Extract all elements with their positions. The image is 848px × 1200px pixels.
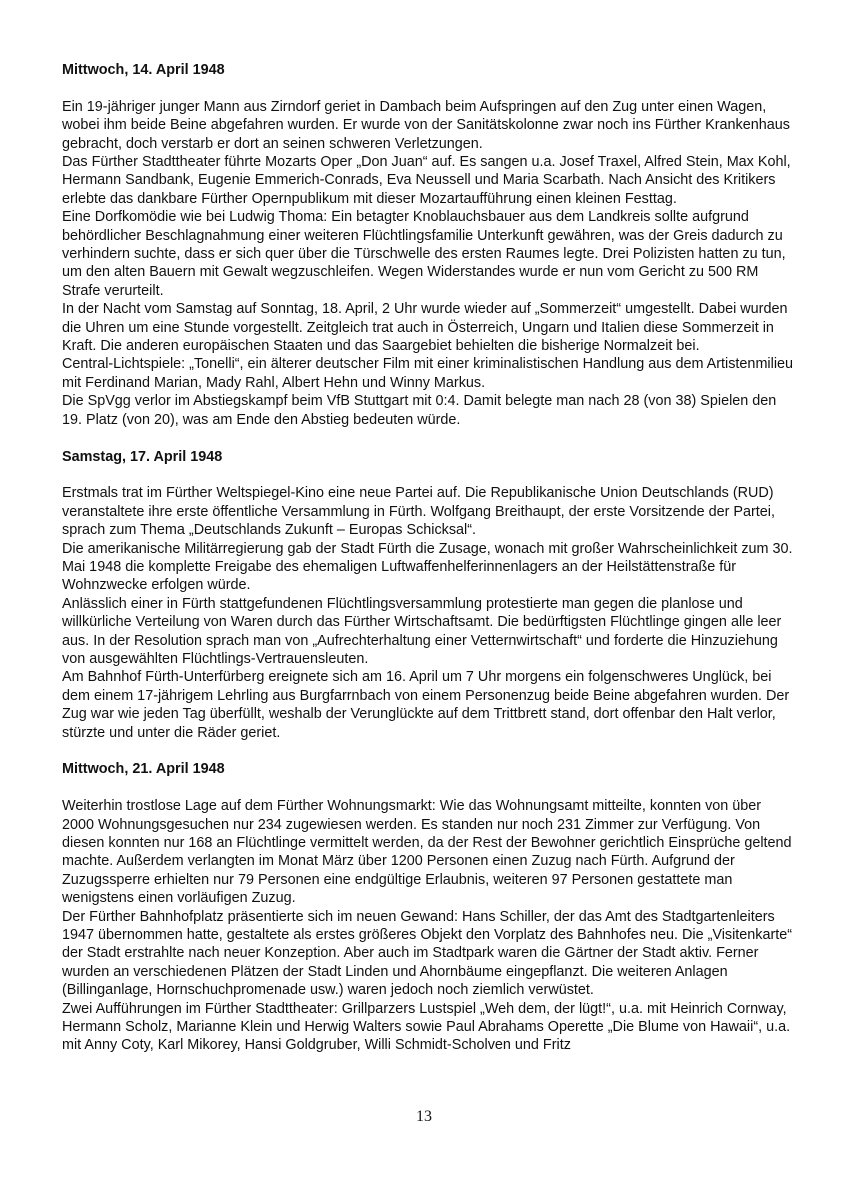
paragraph: Eine Dorfkomödie wie bei Ludwig Thoma: Ein betagter Knoblauchsbauer aus dem Landkreis sollte aufgrund behördlicher Beschlagnahmung einer weiteren Flüchtlingsfamilie Unterkunft gewähren, was der Greis dadurch zu verhindern suchte, dass er sich quer über die Türschwelle des ersten Raumes legte. Drei Polizisten hatten zu tun, um den alten Bauern mit Gewalt wegzuschleifen. Wegen Widerstandes wurde er nun vom Gericht zu 500 RM Strafe verurteilt.	[62, 209, 786, 299]
paragraph: Erstmals trat im Fürther Weltspiegel-Kino eine neue Partei auf. Die Republikanische Union Deutschlands (RUD) veranstaltete ihre erste öffentliche Versammlung in Fürth. Wolfgang Breithaupt, der erste Vorsitzende der Partei, sprach zum Thema „Deutschlands Zukunft – Europas Schicksal“.	[62, 485, 775, 539]
paragraph: Die SpVgg verlor im Abstiegskampf beim VfB Stuttgart mit 0:4. Damit belegte man nach 28 (von 38) Spielen den 19. Platz (von 20), was am Ende den Abstieg bedeuten würde.	[62, 393, 777, 428]
document-page	[62, 61, 797, 1073]
paragraph: Der Fürther Bahnhofplatz präsentierte sich im neuen Gewand: Hans Schiller, der das Amt des Stadtgartenleiters 1947 übernommen hatte, gestaltete als erstes größeres Objekt den Vorplatz des Bahnhofes neu. Die „Visitenkarte“ der Stadt erstrahlte nach neuer Konzeption. Aber auch im Stadtpark waren die Gärtner der Stadt aktiv. Ferner wurden an verschiedenen Plätzen der Stadt Linden und Ahornbäume eingepflanzt. Die weiteren Anlagen (Billinganlage, Hornschuchpromenade usw.) waren jedoch noch ziemlich verwüstet.	[62, 908, 793, 999]
page-number: 13	[416, 1108, 432, 1125]
section-heading: Mittwoch, 21. April 1948	[62, 761, 225, 778]
section-heading: Mittwoch, 14. April 1948	[62, 62, 225, 78]
section-april-21	[62, 760, 797, 1054]
paragraph: In der Nacht vom Samstag auf Sonntag, 18. April, 2 Uhr wurde wieder auf „Sommerzeit“ umgestellt. Dabei wurden die Uhren um eine Stunde vorgestellt. Zeitgleich trat auch in Österreich, Ungarn und Italien diese Sommerzeit in Kraft. Die anderen europäischen Staaten und das Saargebiet behielten die bisherige Normalzeit bei.	[62, 301, 788, 355]
paragraph: Das Fürther Stadttheater führte Mozarts Oper „Don Juan“ auf. Es sangen u.a. Josef Traxel, Alfred Stein, Max Kohl, Hermann Sandbank, Eugenie Emmerich-Conrads, Eva Neussell und Maria Scarbath. Nach Ansicht des Kritikers erlebte das dankbare Fürther Opernpublikum mit dieser Mozartaufführung einen kleinen Festtag.	[62, 154, 791, 207]
paragraph: Am Bahnhof Fürth-Unterfürberg ereignete sich am 16. April um 7 Uhr morgens ein folgenschweres Unglück, bei dem einem 17-jährigem Lehrling aus Burgfarrnbach von einem Personenzug beide Beine abgefahren wurden. Der Zug war wie jeden Tag überfüllt, weshalb der Verunglückte auf dem Trittbrett stand, dort offenbar den Halt verlor, stürzte und unter die Räder geriet.	[62, 669, 790, 741]
paragraph: Ein 19-jähriger junger Mann aus Zirndorf geriet in Dambach beim Aufspringen auf den Zug unter einen Wagen, wobei ihm beide Beine abgefahren wurden. Er wurde von der Sanitätskolonne zwar noch ins Fürther Krankenhaus gebracht, doch verstarb er dort an seinen schweren Verletzungen.	[62, 98, 790, 152]
paragraph: Die amerikanische Militärregierung gab der Stadt Fürth die Zusage, wonach mit großer Wahrscheinlichkeit zum 30. Mai 1948 die komplette Freigabe des ehemaligen Luftwaffenhelferinnenlagers an der Heilstättenstraße für Wohnzwecke erfolgen würde.	[62, 540, 793, 594]
paragraph: Central-Lichtspiele: „Tonelli“, ein älterer deutscher Film mit einer kriminalistischen Handlung aus dem Artistenmilieu mit Ferdinand Marian, Mady Rahl, Albert Hehn und Winny Markus.	[62, 356, 794, 391]
section-april-14	[62, 61, 797, 429]
paragraph: Weiterhin trostlose Lage auf dem Fürther Wohnungsmarkt: Wie das Wohnungsamt mitteilte, konnten von über 2000 Wohnungsgesuchen nur 234 zugewiesen werden. Es standen nur noch 231 Zimmer zur Verfügung. Von diesen konnten nur 168 an Flüchtlinge vermittelt werden, da der Rest der Bewohner gerichtlich Einsprüche geltend machte. Außerdem verlangten im Monat März über 1200 Personen einen Zuzug nach Fürth. Aufgrund der Zuzugssperre erhielten nur 79 Personen eine endgültige Erlaubnis, weiteren 97 Personen gestattete man wenigstens einen vorläufigen Zuzug.	[62, 798, 792, 907]
section-april-17	[62, 448, 797, 742]
paragraph: Zwei Aufführungen im Fürther Stadttheater: Grillparzers Lustspiel „Weh dem, der lügt!“, u.a. mit Heinrich Cornway, Hermann Scholz, Marianne Klein und Herwig Walters sowie Paul Abrahams Operette „Die Blume von Hawaii“, u.a. mit Anny Coty, Karl Mikorey, Hansi Goldgruber, Willi Schmidt-Scholven und Fritz	[62, 1000, 791, 1054]
section-heading: Samstag, 17. April 1948	[62, 448, 223, 465]
paragraph: Anlässlich einer in Fürth stattgefundenen Flüchtlingsversammlung protestierte man gegen die planlose und willkürliche Verteilung von Waren durch das Fürther Wirtschaftsamt. Die bedürftigsten Flüchtlinge gingen alle leer aus. In der Resolution sprach man von „Aufrechterhaltung einer Vetternwirtschaft“ und forderte die Hinzuziehung von ausgewählten Flüchtlings-Vertrauensleuten.	[62, 595, 782, 667]
